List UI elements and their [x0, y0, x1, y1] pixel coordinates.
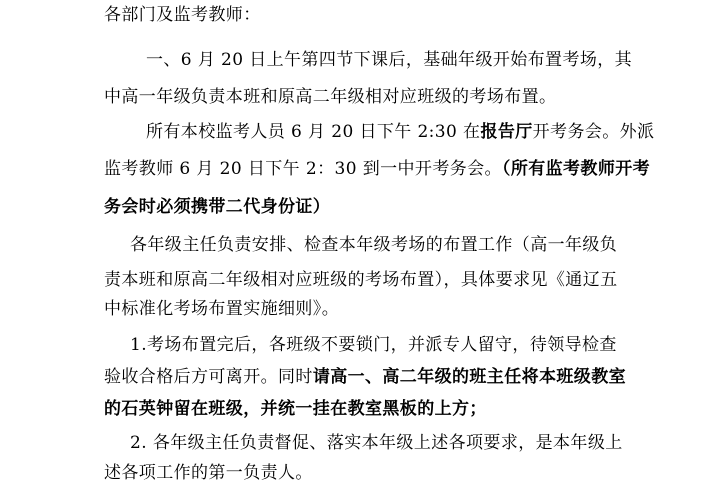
paragraph-2-line-2	[104, 158, 650, 180]
paragraph-2-line-1	[146, 121, 654, 143]
paragraph-1-line-2: 中高一年级负责本班和原高二年级相对应班级的考场布置。	[104, 87, 557, 107]
paragraph-3-line-1: 各年级主任负责安排、检查本年级考场的布置工作（高一年级负	[130, 235, 618, 255]
paragraph-4-line-2	[104, 366, 626, 388]
paragraph-3-line-2: 责本班和原高二年级相对应班级的考场布置），具体要求见《通辽五	[104, 270, 618, 290]
salutation: 各部门及监考教师：	[104, 5, 261, 25]
paragraph-3-line-3: 中标准化考场布置实施细则》。	[104, 299, 340, 319]
paragraph-1-line-1: 一、6 月 20 日上午第四节下课后，基础年级开始布置考场，其	[146, 50, 633, 70]
clock-instruction-bold-end: 的石英钟留在班级，并统一挂在教室黑板的上方；	[104, 399, 487, 419]
paragraph-5-line-2: 述各项工作的第一负责人。	[104, 463, 313, 483]
paragraph-2-text-c: 开考务会。外派	[532, 122, 655, 142]
paragraph-5-line-1: 2. 各年级主任负责督促、落实本年级上述各项要求，是本年级上	[130, 433, 623, 453]
clock-instruction-bold-start: 请高一、高二年级的班主任将本班级教室	[312, 367, 627, 387]
id-card-notice-bold-end: 务会时必须携带二代身份证）	[104, 197, 331, 217]
paragraph-2-line-2-text: 监考教师 6 月 20 日下午 2：30 到一中开考务会。	[104, 159, 502, 179]
paragraph-4-line-1: 1.考场布置完后，各班级不要锁门，并派专人留守，待领导检查	[130, 335, 617, 355]
id-card-notice-bold-start: （所有监考教师开考	[501, 159, 651, 179]
report-hall-bold: 报告厅	[480, 122, 533, 142]
paragraph-2-text-a: 所有本校监考人员 6 月 20 日下午 2:30 在	[146, 122, 481, 142]
paragraph-4-line-2-text: 验收合格后方可离开。同时	[104, 367, 313, 387]
